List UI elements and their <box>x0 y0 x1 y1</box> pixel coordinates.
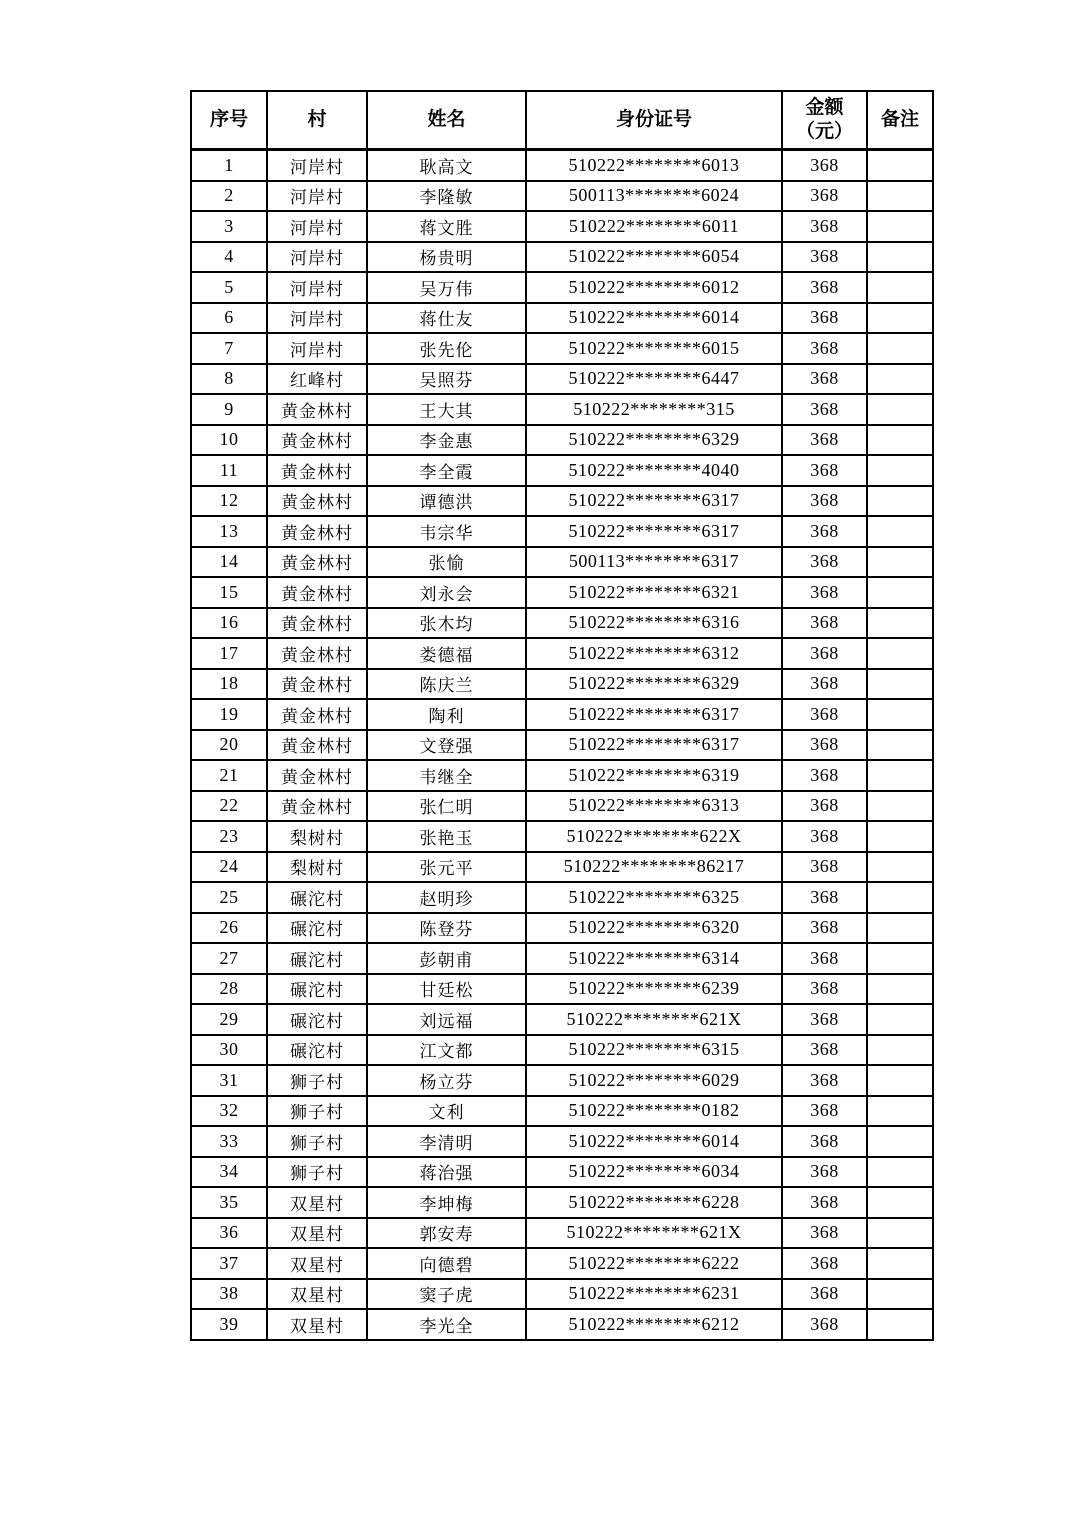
cell-remark <box>867 1065 933 1096</box>
cell-no: 23 <box>191 821 267 852</box>
cell-village: 黄金林村 <box>267 699 367 730</box>
cell-amount: 368 <box>782 455 867 486</box>
table-row <box>191 1035 933 1066</box>
cell-village: 黄金林村 <box>267 516 367 547</box>
cell-no: 13 <box>191 516 267 547</box>
cell-remark <box>867 303 933 334</box>
table-body <box>191 150 933 1340</box>
col-header-amount-line1: 金额 <box>805 97 844 119</box>
cell-amount: 368 <box>782 1126 867 1157</box>
col-header-remark: 备注 <box>867 91 933 150</box>
table-row <box>191 791 933 822</box>
cell-name: 郭安寿 <box>367 1218 526 1249</box>
cell-no: 36 <box>191 1218 267 1249</box>
cell-no: 22 <box>191 791 267 822</box>
cell-amount: 368 <box>782 638 867 669</box>
cell-id: 510222********6015 <box>526 333 782 364</box>
col-header-id-number: 身份证号 <box>526 91 782 150</box>
cell-name: 文登强 <box>367 730 526 761</box>
cell-village: 双星村 <box>267 1279 367 1310</box>
cell-id: 510222********6317 <box>526 486 782 517</box>
cell-amount: 368 <box>782 1279 867 1310</box>
cell-id: 510222********6231 <box>526 1279 782 1310</box>
cell-no: 21 <box>191 760 267 791</box>
cell-amount: 368 <box>782 272 867 303</box>
table-row <box>191 852 933 883</box>
cell-no: 20 <box>191 730 267 761</box>
table-row <box>191 1157 933 1188</box>
cell-name: 张仁明 <box>367 791 526 822</box>
cell-remark <box>867 852 933 883</box>
cell-name: 耿高文 <box>367 150 526 181</box>
cell-remark <box>867 669 933 700</box>
table-header-row <box>191 91 933 150</box>
cell-village: 双星村 <box>267 1218 367 1249</box>
cell-remark <box>867 699 933 730</box>
cell-name: 江文都 <box>367 1035 526 1066</box>
cell-amount: 368 <box>782 1004 867 1035</box>
cell-name: 韦宗华 <box>367 516 526 547</box>
cell-remark <box>867 1248 933 1279</box>
cell-amount: 368 <box>782 1065 867 1096</box>
cell-name: 李光全 <box>367 1309 526 1340</box>
cell-remark <box>867 1187 933 1218</box>
cell-no: 15 <box>191 577 267 608</box>
table-row <box>191 486 933 517</box>
cell-name: 张艳玉 <box>367 821 526 852</box>
cell-name: 吴万伟 <box>367 272 526 303</box>
cell-id: 500113********6317 <box>526 547 782 578</box>
cell-no: 32 <box>191 1096 267 1127</box>
cell-amount: 368 <box>782 394 867 425</box>
cell-remark <box>867 181 933 212</box>
cell-no: 26 <box>191 913 267 944</box>
cell-remark <box>867 943 933 974</box>
cell-name: 杨贵明 <box>367 242 526 273</box>
cell-no: 10 <box>191 425 267 456</box>
cell-name: 李隆敏 <box>367 181 526 212</box>
cell-id: 510222********622X <box>526 821 782 852</box>
col-header-no: 序号 <box>191 91 267 150</box>
table-row <box>191 1004 933 1035</box>
cell-village: 碾沱村 <box>267 882 367 913</box>
cell-remark <box>867 913 933 944</box>
cell-village: 河岸村 <box>267 211 367 242</box>
cell-id: 510222********86217 <box>526 852 782 883</box>
payment-roster-table <box>190 90 934 1341</box>
cell-id: 510222********6222 <box>526 1248 782 1279</box>
cell-name: 张先伦 <box>367 333 526 364</box>
cell-amount: 368 <box>782 943 867 974</box>
cell-no: 8 <box>191 364 267 395</box>
cell-id: 510222********6228 <box>526 1187 782 1218</box>
cell-no: 24 <box>191 852 267 883</box>
table-row <box>191 455 933 486</box>
cell-name: 张愉 <box>367 547 526 578</box>
table-row <box>191 913 933 944</box>
cell-amount: 368 <box>782 547 867 578</box>
cell-amount: 368 <box>782 150 867 181</box>
cell-remark <box>867 211 933 242</box>
cell-village: 河岸村 <box>267 242 367 273</box>
cell-village: 碾沱村 <box>267 1004 367 1035</box>
table-row <box>191 1279 933 1310</box>
cell-id: 510222********6313 <box>526 791 782 822</box>
cell-no: 16 <box>191 608 267 639</box>
cell-id: 510222********6316 <box>526 608 782 639</box>
cell-no: 11 <box>191 455 267 486</box>
cell-amount: 368 <box>782 974 867 1005</box>
table-row <box>191 638 933 669</box>
cell-no: 30 <box>191 1035 267 1066</box>
table-row <box>191 943 933 974</box>
cell-id: 510222********6319 <box>526 760 782 791</box>
cell-village: 黄金林村 <box>267 638 367 669</box>
table-row <box>191 425 933 456</box>
cell-no: 39 <box>191 1309 267 1340</box>
cell-amount: 368 <box>782 791 867 822</box>
cell-amount: 368 <box>782 1096 867 1127</box>
cell-id: 510222********6212 <box>526 1309 782 1340</box>
cell-village: 黄金林村 <box>267 547 367 578</box>
cell-id: 510222********6312 <box>526 638 782 669</box>
cell-id: 510222********6034 <box>526 1157 782 1188</box>
cell-no: 19 <box>191 699 267 730</box>
cell-amount: 368 <box>782 333 867 364</box>
table-row <box>191 699 933 730</box>
cell-village: 狮子村 <box>267 1096 367 1127</box>
cell-village: 河岸村 <box>267 333 367 364</box>
cell-no: 25 <box>191 882 267 913</box>
cell-no: 9 <box>191 394 267 425</box>
table-row <box>191 1096 933 1127</box>
cell-remark <box>867 608 933 639</box>
cell-village: 黄金林村 <box>267 669 367 700</box>
cell-remark <box>867 1096 933 1127</box>
table-row <box>191 1065 933 1096</box>
cell-amount: 368 <box>782 1248 867 1279</box>
table-row <box>191 821 933 852</box>
cell-id: 500113********6024 <box>526 181 782 212</box>
cell-name: 刘永会 <box>367 577 526 608</box>
table-row <box>191 1187 933 1218</box>
cell-no: 35 <box>191 1187 267 1218</box>
cell-id: 510222********6054 <box>526 242 782 273</box>
table-row <box>191 211 933 242</box>
cell-id: 510222********6317 <box>526 516 782 547</box>
table-row <box>191 364 933 395</box>
cell-id: 510222********6329 <box>526 669 782 700</box>
cell-village: 黄金林村 <box>267 791 367 822</box>
cell-amount: 368 <box>782 821 867 852</box>
cell-name: 张木均 <box>367 608 526 639</box>
cell-village: 黄金林村 <box>267 760 367 791</box>
cell-name: 甘廷松 <box>367 974 526 1005</box>
table-row <box>191 516 933 547</box>
cell-remark <box>867 394 933 425</box>
cell-remark <box>867 547 933 578</box>
cell-no: 27 <box>191 943 267 974</box>
cell-no: 7 <box>191 333 267 364</box>
cell-remark <box>867 150 933 181</box>
cell-name: 刘远福 <box>367 1004 526 1035</box>
cell-village: 碾沱村 <box>267 913 367 944</box>
cell-village: 黄金林村 <box>267 394 367 425</box>
cell-amount: 368 <box>782 181 867 212</box>
cell-amount: 368 <box>782 1218 867 1249</box>
cell-remark <box>867 455 933 486</box>
cell-id: 510222********6012 <box>526 272 782 303</box>
cell-name: 李全霞 <box>367 455 526 486</box>
cell-name: 李坤梅 <box>367 1187 526 1218</box>
table-row <box>191 242 933 273</box>
cell-name: 王大其 <box>367 394 526 425</box>
cell-no: 38 <box>191 1279 267 1310</box>
cell-no: 31 <box>191 1065 267 1096</box>
cell-no: 12 <box>191 486 267 517</box>
cell-no: 37 <box>191 1248 267 1279</box>
table-row <box>191 181 933 212</box>
cell-name: 彭朝甫 <box>367 943 526 974</box>
cell-id: 510222********6315 <box>526 1035 782 1066</box>
cell-name: 韦继全 <box>367 760 526 791</box>
col-header-name: 姓名 <box>367 91 526 150</box>
cell-remark <box>867 1309 933 1340</box>
cell-id: 510222********621X <box>526 1218 782 1249</box>
cell-name: 谭德洪 <box>367 486 526 517</box>
cell-no: 18 <box>191 669 267 700</box>
cell-id: 510222********6011 <box>526 211 782 242</box>
cell-remark <box>867 516 933 547</box>
cell-village: 河岸村 <box>267 181 367 212</box>
cell-remark <box>867 364 933 395</box>
cell-no: 3 <box>191 211 267 242</box>
table-row <box>191 1218 933 1249</box>
cell-name: 吴照芬 <box>367 364 526 395</box>
cell-no: 1 <box>191 150 267 181</box>
cell-name: 蒋治强 <box>367 1157 526 1188</box>
cell-amount: 368 <box>782 211 867 242</box>
cell-no: 29 <box>191 1004 267 1035</box>
table-row <box>191 730 933 761</box>
cell-id: 510222********6447 <box>526 364 782 395</box>
cell-id: 510222********6321 <box>526 577 782 608</box>
cell-village: 黄金林村 <box>267 455 367 486</box>
cell-id: 510222********6014 <box>526 303 782 334</box>
table-row <box>191 760 933 791</box>
cell-village: 碾沱村 <box>267 974 367 1005</box>
cell-village: 黄金林村 <box>267 577 367 608</box>
cell-id: 510222********315 <box>526 394 782 425</box>
cell-no: 17 <box>191 638 267 669</box>
table-row <box>191 974 933 1005</box>
table-row <box>191 333 933 364</box>
cell-amount: 368 <box>782 486 867 517</box>
cell-village: 双星村 <box>267 1309 367 1340</box>
cell-name: 陈登芬 <box>367 913 526 944</box>
table-row <box>191 577 933 608</box>
cell-amount: 368 <box>782 577 867 608</box>
cell-id: 510222********6325 <box>526 882 782 913</box>
cell-amount: 368 <box>782 730 867 761</box>
cell-amount: 368 <box>782 1157 867 1188</box>
cell-village: 碾沱村 <box>267 1035 367 1066</box>
cell-village: 碾沱村 <box>267 943 367 974</box>
cell-amount: 368 <box>782 425 867 456</box>
cell-village: 黄金林村 <box>267 730 367 761</box>
table-row <box>191 608 933 639</box>
table-row <box>191 1126 933 1157</box>
cell-amount: 368 <box>782 516 867 547</box>
cell-name: 蒋仕友 <box>367 303 526 334</box>
cell-id: 510222********6320 <box>526 913 782 944</box>
cell-id: 510222********6013 <box>526 150 782 181</box>
cell-id: 510222********4040 <box>526 455 782 486</box>
cell-remark <box>867 272 933 303</box>
cell-village: 双星村 <box>267 1187 367 1218</box>
table-row <box>191 1309 933 1340</box>
cell-id: 510222********6329 <box>526 425 782 456</box>
cell-remark <box>867 760 933 791</box>
cell-remark <box>867 425 933 456</box>
cell-no: 4 <box>191 242 267 273</box>
cell-remark <box>867 486 933 517</box>
table-row <box>191 272 933 303</box>
cell-remark <box>867 791 933 822</box>
cell-remark <box>867 821 933 852</box>
cell-remark <box>867 1218 933 1249</box>
cell-no: 2 <box>191 181 267 212</box>
cell-amount: 368 <box>782 669 867 700</box>
cell-amount: 368 <box>782 852 867 883</box>
cell-id: 510222********6014 <box>526 1126 782 1157</box>
cell-id: 510222********6029 <box>526 1065 782 1096</box>
cell-amount: 368 <box>782 1187 867 1218</box>
cell-remark <box>867 333 933 364</box>
table-row <box>191 1248 933 1279</box>
table-row <box>191 150 933 181</box>
cell-amount: 368 <box>782 913 867 944</box>
cell-remark <box>867 1279 933 1310</box>
cell-name: 娄德福 <box>367 638 526 669</box>
cell-name: 文利 <box>367 1096 526 1127</box>
cell-amount: 368 <box>782 608 867 639</box>
cell-village: 梨树村 <box>267 821 367 852</box>
cell-remark <box>867 242 933 273</box>
cell-no: 34 <box>191 1157 267 1188</box>
cell-id: 510222********6314 <box>526 943 782 974</box>
table-row <box>191 394 933 425</box>
cell-remark <box>867 974 933 1005</box>
table-row <box>191 669 933 700</box>
cell-amount: 368 <box>782 699 867 730</box>
cell-name: 蒋文胜 <box>367 211 526 242</box>
cell-id: 510222********6239 <box>526 974 782 1005</box>
cell-name: 李金惠 <box>367 425 526 456</box>
cell-id: 510222********0182 <box>526 1096 782 1127</box>
cell-name: 窦子虎 <box>367 1279 526 1310</box>
table-row <box>191 303 933 334</box>
cell-village: 黄金林村 <box>267 608 367 639</box>
cell-village: 黄金林村 <box>267 425 367 456</box>
cell-name: 向德碧 <box>367 1248 526 1279</box>
cell-no: 6 <box>191 303 267 334</box>
cell-name: 赵明珍 <box>367 882 526 913</box>
cell-village: 河岸村 <box>267 150 367 181</box>
cell-amount: 368 <box>782 760 867 791</box>
cell-remark <box>867 1157 933 1188</box>
cell-name: 张元平 <box>367 852 526 883</box>
cell-id: 510222********6317 <box>526 699 782 730</box>
table-row <box>191 882 933 913</box>
cell-no: 33 <box>191 1126 267 1157</box>
cell-remark <box>867 730 933 761</box>
cell-village: 狮子村 <box>267 1157 367 1188</box>
cell-no: 14 <box>191 547 267 578</box>
cell-village: 双星村 <box>267 1248 367 1279</box>
cell-remark <box>867 1126 933 1157</box>
cell-village: 河岸村 <box>267 272 367 303</box>
table-row <box>191 547 933 578</box>
cell-no: 5 <box>191 272 267 303</box>
cell-remark <box>867 638 933 669</box>
cell-amount: 368 <box>782 242 867 273</box>
cell-village: 红峰村 <box>267 364 367 395</box>
cell-amount: 368 <box>782 882 867 913</box>
cell-remark <box>867 1004 933 1035</box>
cell-id: 510222********6317 <box>526 730 782 761</box>
cell-id: 510222********621X <box>526 1004 782 1035</box>
cell-remark <box>867 577 933 608</box>
cell-remark <box>867 882 933 913</box>
cell-no: 28 <box>191 974 267 1005</box>
cell-amount: 368 <box>782 1035 867 1066</box>
cell-amount: 368 <box>782 303 867 334</box>
cell-remark <box>867 1035 933 1066</box>
cell-village: 狮子村 <box>267 1065 367 1096</box>
col-header-village: 村 <box>267 91 367 150</box>
cell-amount: 368 <box>782 1309 867 1340</box>
col-header-amount <box>782 91 867 150</box>
cell-village: 狮子村 <box>267 1126 367 1157</box>
cell-name: 李清明 <box>367 1126 526 1157</box>
cell-name: 陈庆兰 <box>367 669 526 700</box>
cell-name: 陶利 <box>367 699 526 730</box>
cell-amount: 368 <box>782 364 867 395</box>
cell-village: 黄金林村 <box>267 486 367 517</box>
cell-village: 河岸村 <box>267 303 367 334</box>
cell-village: 梨树村 <box>267 852 367 883</box>
col-header-amount-line2: （元） <box>795 121 853 142</box>
cell-name: 杨立芬 <box>367 1065 526 1096</box>
